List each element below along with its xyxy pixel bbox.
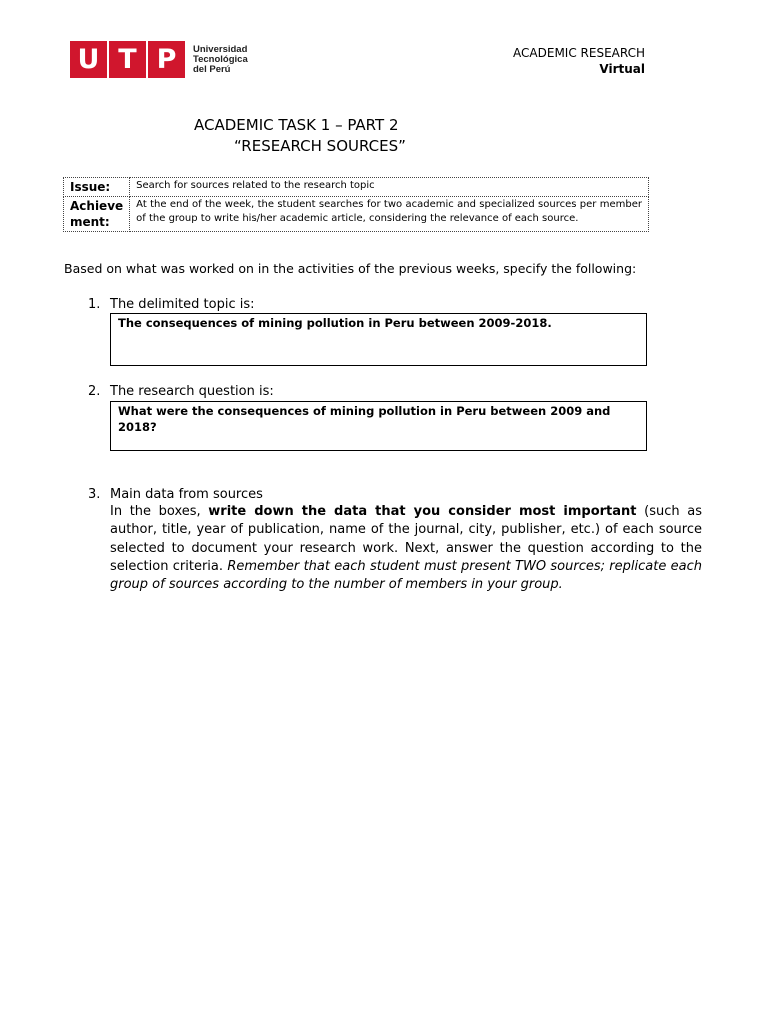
item-1-label: The delimited topic is: [110,297,255,312]
title-line-2: “RESEARCH SOURCES” [234,137,406,155]
university-line-2: Tecnológica [193,53,248,65]
topic-answer-text: The consequences of mining pollution in Peru between 2009-2018. [118,316,552,330]
item-1-number: 1. [88,297,101,312]
item-3-instructions [110,503,702,594]
achievement-label: Achieve ment: [64,197,130,232]
question-answer-box[interactable] [110,401,647,451]
item-1 [88,296,255,314]
utp-logo [70,41,248,78]
topic-answer-box[interactable] [110,313,647,366]
item-3-number: 3. [88,487,101,502]
course-header [513,45,645,77]
title-line-1: ACADEMIC TASK 1 – PART 2 [194,116,399,134]
achievement-row [64,197,649,232]
task-info-table [63,177,649,232]
intro-paragraph: Based on what was worked on in the activities of the previous weeks, specify the following: [64,261,637,276]
logo-letter-t: T [109,41,146,78]
course-modality: Virtual [599,62,645,76]
item-3-label: Main data from sources [110,487,263,502]
item-2-number: 2. [88,384,101,399]
instructions-post: (such as author, title, year of publication, name of the journal, city, publisher, etc.) of each source selected to document your research work. Next, answer the question according to the selection criteria. [110,504,702,574]
item-2-label: The research question is: [110,384,274,399]
instructions-bold: write down the data that you consider most important [208,504,637,519]
university-name [193,45,248,75]
item-2 [88,383,274,401]
achievement-text: At the end of the week, the student searches for two academic and specialized sources per member of the group to write his/her academic article, considering the relevance of each source. [130,197,649,232]
university-line-3: del Perú [193,63,231,75]
item-3 [88,486,263,504]
instructions-italic: Remember that each student must present TWO sources; replicate each group of sources according to the number of members in your group. [110,558,703,593]
question-answer-text: What were the consequences of mining pollution in Peru between 2009 and 2018? [118,404,611,434]
course-title: ACADEMIC RESEARCH [513,46,645,60]
instructions-pre: In the boxes, [110,504,209,519]
issue-text: Search for sources related to the research topic [130,178,649,197]
university-line-1: Universidad [193,43,248,55]
issue-row [64,178,649,197]
logo-letter-p: P [148,41,185,78]
logo-letter-u: U [70,41,107,78]
issue-label: Issue: [64,178,130,197]
